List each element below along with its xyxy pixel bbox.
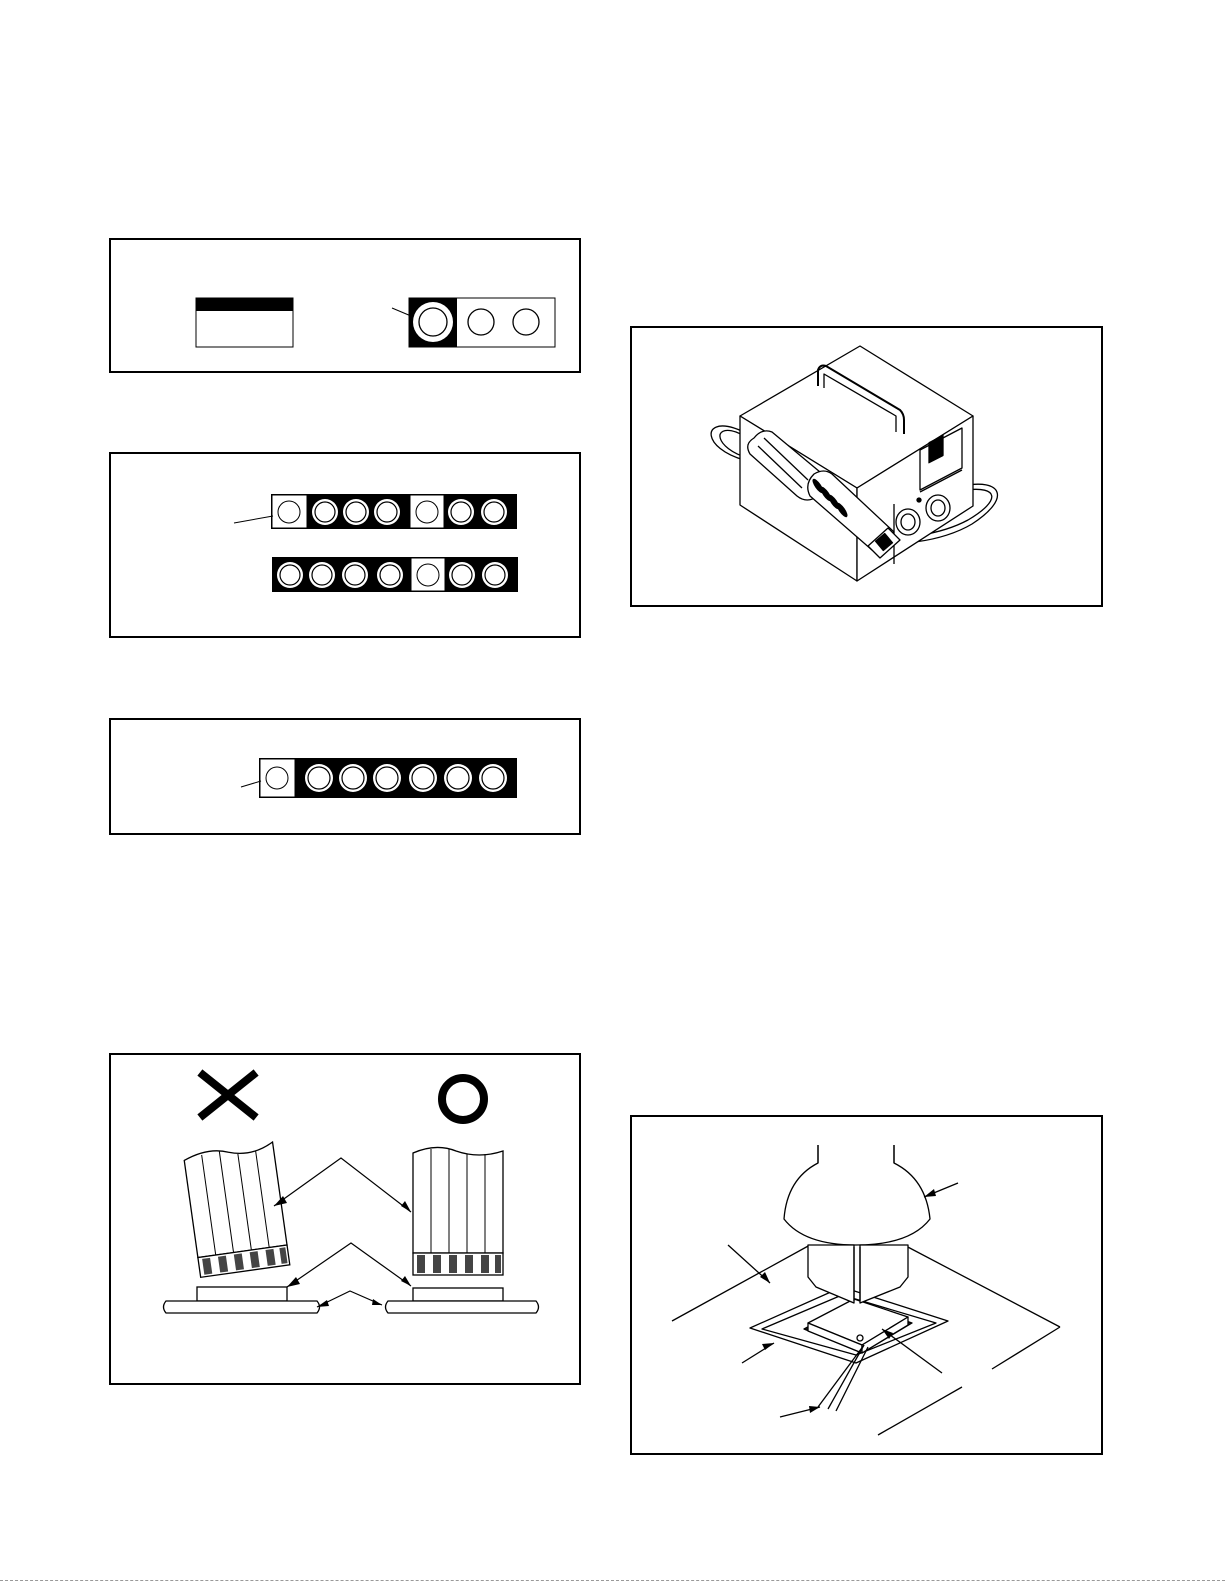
chip-pads-drawing [111,240,583,375]
correct-mark-icon [442,1078,484,1120]
tilted-nozzle [183,1142,289,1277]
board-left [164,1301,320,1313]
pin-row-drawing [111,720,583,837]
page-bottom-rule [0,1580,1225,1581]
board-right [386,1301,539,1313]
wrong-mark-icon [203,1075,253,1115]
figure-pin-row [109,718,581,835]
straight-nozzle [413,1147,503,1275]
figure-hot-air-station [630,326,1103,607]
figure-pin-rows [109,452,581,638]
figure-nozzle-over-ic [630,1115,1103,1455]
ic-right [413,1288,503,1301]
figure-chip-pads [109,238,581,373]
ic-left [197,1287,287,1301]
hot-air-station-drawing [632,328,1105,609]
figure-nozzle-alignment [109,1053,581,1385]
nozzle-over-ic-drawing [632,1117,1105,1457]
nozzle-alignment-drawing [111,1055,583,1387]
pin-rows-drawing [111,454,583,640]
